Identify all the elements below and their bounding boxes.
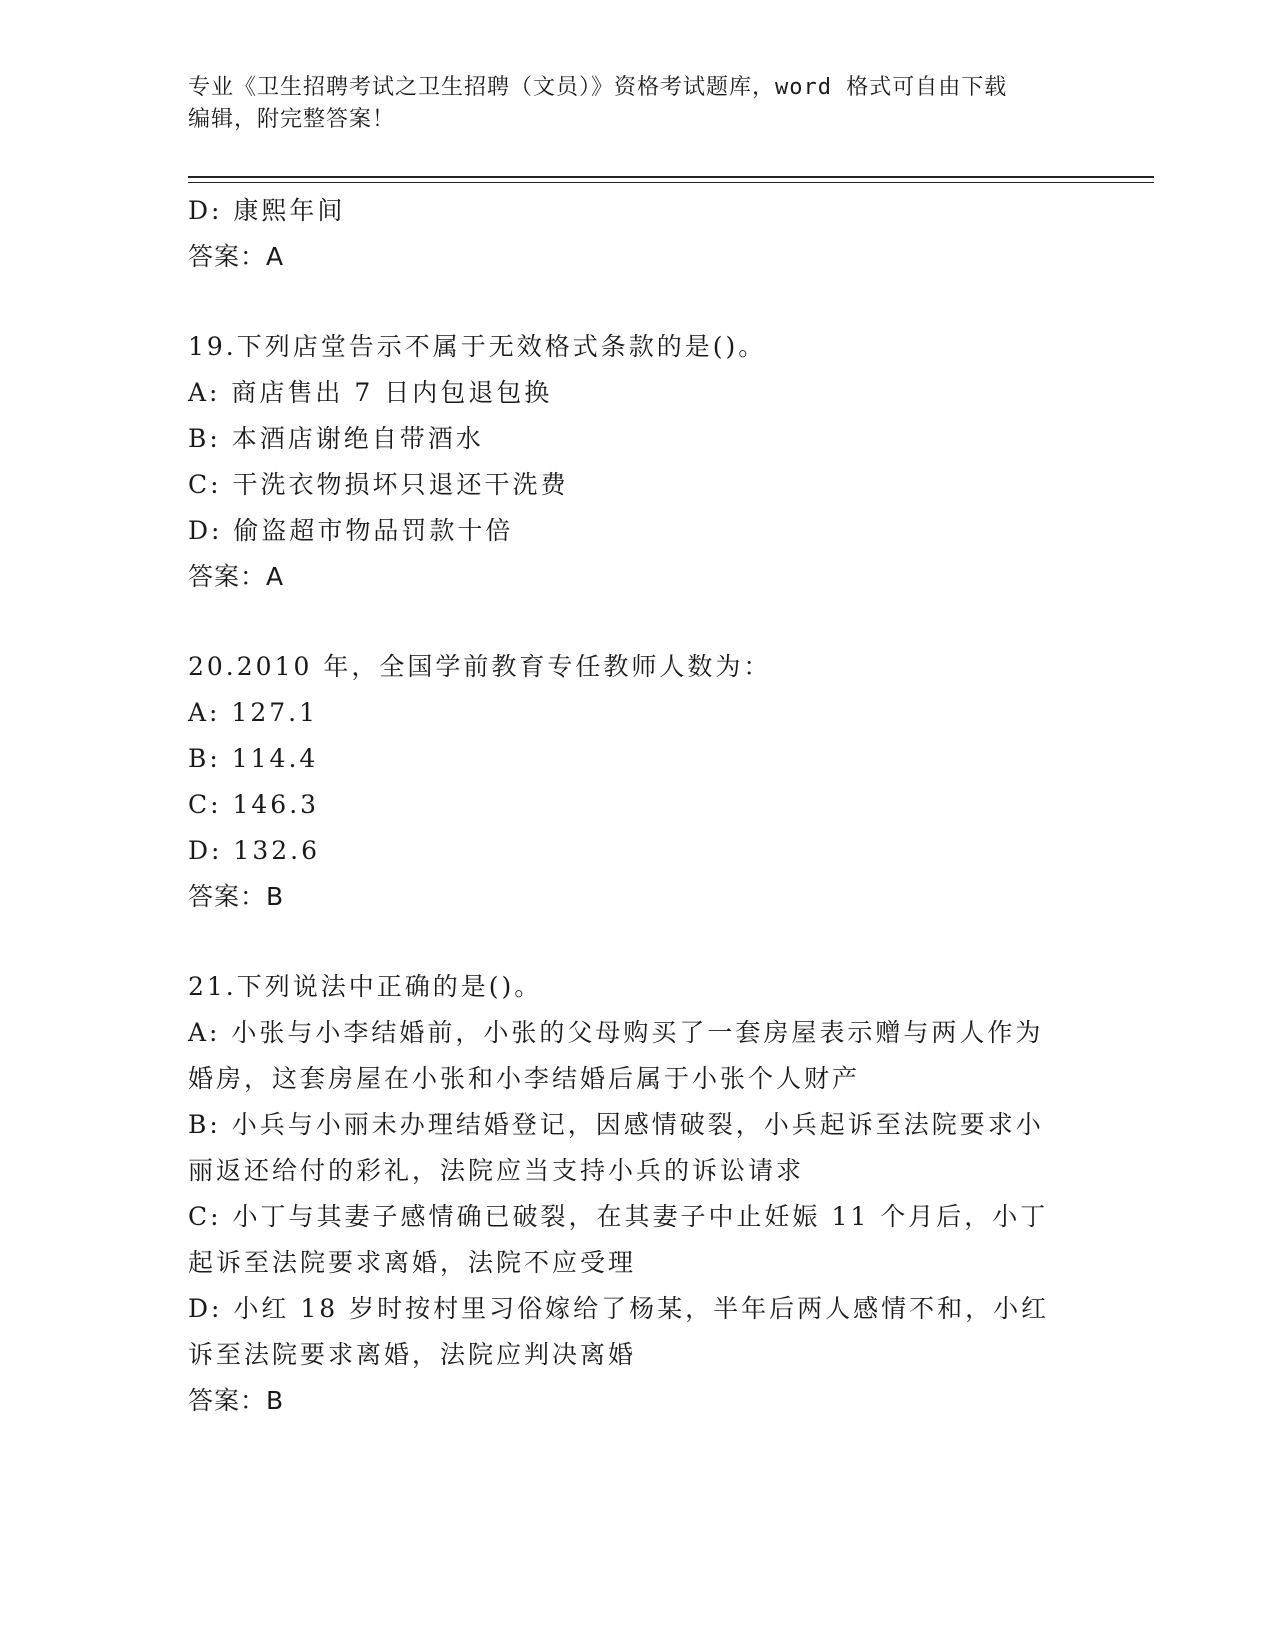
answer-line: 答案：B bbox=[188, 882, 285, 911]
header-divider-thin bbox=[188, 182, 1154, 183]
option-c-line-2: 起诉至法院要求离婚，法院不应受理 bbox=[188, 1248, 637, 1277]
question-text: 20.2010 年，全国学前教育专任教师人数为： bbox=[188, 652, 772, 681]
question-19 bbox=[188, 324, 1088, 600]
option-d: D: 偷盗超市物品罚款十倍 bbox=[188, 516, 514, 545]
option-c: C: 146.3 bbox=[188, 790, 320, 819]
document-header bbox=[188, 72, 1088, 136]
answer-line: 答案：A bbox=[188, 242, 285, 271]
option-b-line-1: B: 小兵与小丽未办理结婚登记，因感情破裂，小兵起诉至法院要求小 bbox=[188, 1110, 1044, 1139]
option-d-line-1: D: 小红 18 岁时按村里习俗嫁给了杨某，半年后两人感情不和，小红 bbox=[188, 1294, 1050, 1323]
spacer bbox=[188, 600, 1088, 644]
option-b: B: 114.4 bbox=[188, 744, 319, 773]
option-c-line-1: C: 小丁与其妻子感情确已破裂，在其妻子中止妊娠 11 个月后，小丁 bbox=[188, 1202, 1049, 1231]
option-b-line-2: 丽返还给付的彩礼，法院应当支持小兵的诉讼请求 bbox=[188, 1156, 805, 1185]
option-a: A: 商店售出 7 日内包退包换 bbox=[188, 378, 553, 407]
spacer bbox=[188, 920, 1088, 964]
question-21 bbox=[188, 964, 1088, 1424]
header-line-1: 专业《卫生招聘考试之卫生招聘（文员）》资格考试题库，word 格式可自由下载 bbox=[188, 75, 1008, 100]
question-text: 21.下列说法中正确的是()。 bbox=[188, 972, 543, 1001]
spacer bbox=[188, 280, 1088, 324]
option-b: B: 本酒店谢绝自带酒水 bbox=[188, 424, 484, 453]
option-d: D: 康熙年间 bbox=[188, 196, 346, 225]
option-a: A: 127.1 bbox=[188, 698, 318, 727]
option-c: C: 干洗衣物损坏只退还干洗费 bbox=[188, 470, 569, 499]
answer-line: 答案：B bbox=[188, 1386, 285, 1415]
option-d-line-2: 诉至法院要求离婚，法院应判决离婚 bbox=[188, 1340, 637, 1369]
question-20 bbox=[188, 644, 1088, 920]
question-text: 19.下列店堂告示不属于无效格式条款的是()。 bbox=[188, 332, 767, 361]
option-d: D: 132.6 bbox=[188, 836, 320, 865]
option-a-line-2: 婚房，这套房屋在小张和小李结婚后属于小张个人财产 bbox=[188, 1064, 861, 1093]
header-divider-thick bbox=[188, 176, 1154, 178]
question-content bbox=[188, 188, 1088, 1424]
answer-line: 答案：A bbox=[188, 562, 285, 591]
header-line-2: 编辑，附完整答案！ bbox=[188, 107, 396, 132]
previous-question-tail bbox=[188, 188, 1088, 280]
option-a-line-1: A: 小张与小李结婚前，小张的父母购买了一套房屋表示赠与两人作为 bbox=[188, 1018, 1044, 1047]
